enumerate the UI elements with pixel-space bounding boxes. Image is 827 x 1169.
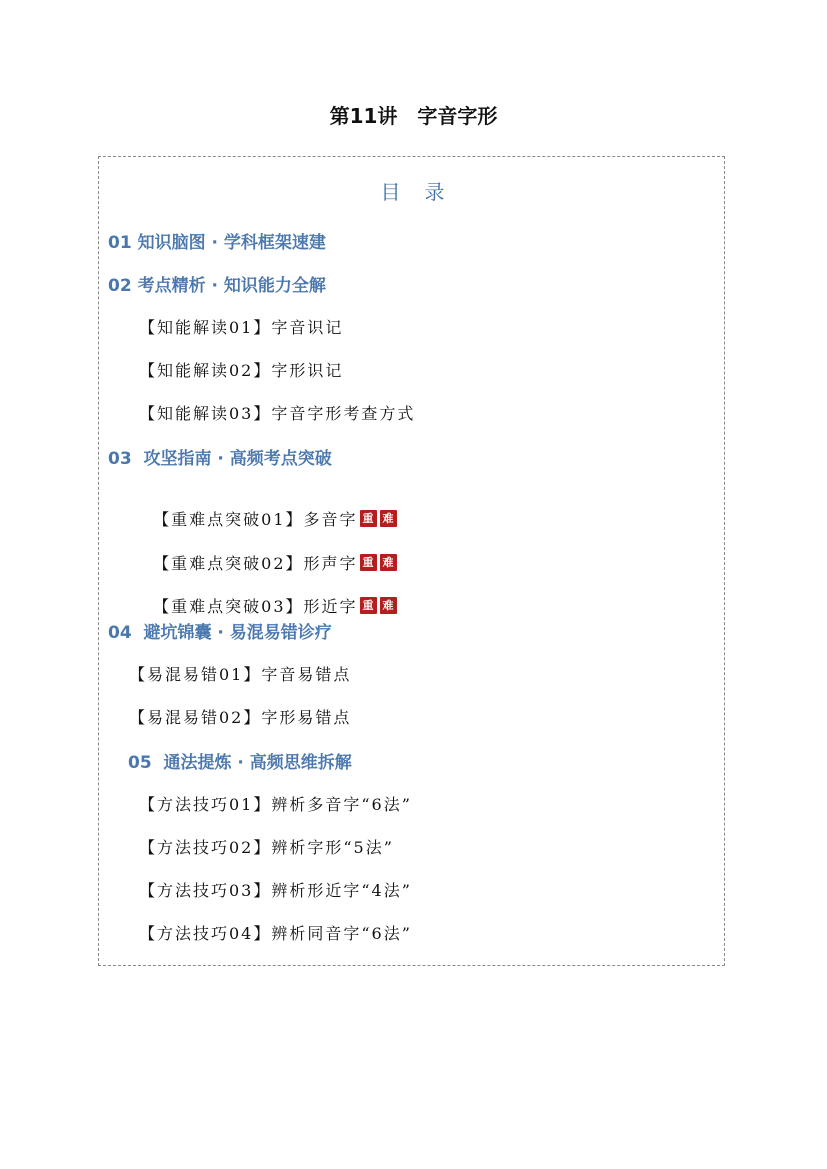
page-title: 第11讲 字音字形	[329, 104, 498, 128]
toc-item-knowledge-1[interactable]: 【知能解读01】字音识记	[139, 318, 344, 337]
toc-item-label: 【重难点突破01】多音字	[153, 510, 358, 529]
toc-item-knowledge-2[interactable]: 【知能解读02】字形识记	[139, 361, 344, 380]
toc-item-difficulty-1[interactable]	[139, 488, 397, 530]
toc-item-error-1[interactable]: 【易混易错01】字音易错点	[129, 665, 352, 684]
toc-item-error-2[interactable]: 【易混易错02】字形易错点	[129, 708, 352, 727]
key-badge: 重	[360, 510, 377, 527]
toc-item-difficulty-3[interactable]	[139, 575, 397, 617]
toc-section-3[interactable]: 03 攻坚指南 · 高频考点突破	[108, 449, 332, 469]
toc-item-method-2[interactable]: 【方法技巧02】辨析字形“5法”	[139, 838, 394, 857]
toc-item-method-1[interactable]: 【方法技巧01】辨析多音字“6法”	[139, 795, 412, 814]
difficult-badge: 难	[380, 554, 397, 571]
key-badge: 重	[360, 597, 377, 614]
toc-item-label: 【重难点突破02】形声字	[153, 554, 358, 573]
toc-item-knowledge-3[interactable]: 【知能解读03】字音字形考查方式	[139, 404, 416, 423]
toc-item-difficulty-2[interactable]	[139, 532, 397, 574]
toc-item-method-4[interactable]: 【方法技巧04】辨析同音字“6法”	[139, 924, 412, 943]
toc-heading: 目 录	[380, 180, 447, 204]
toc-section-2[interactable]: 02 考点精析 · 知识能力全解	[108, 276, 326, 296]
difficult-badge: 难	[380, 510, 397, 527]
toc-item-method-3[interactable]: 【方法技巧03】辨析形近字“4法”	[139, 881, 412, 900]
toc-section-4[interactable]: 04 避坑锦囊 · 易混易错诊疗	[108, 623, 332, 643]
toc-section-1[interactable]: 01 知识脑图 · 学科框架速建	[108, 233, 326, 253]
toc-section-5[interactable]: 05 通法提炼 · 高频思维拆解	[128, 753, 352, 773]
toc-item-label: 【重难点突破03】形近字	[153, 597, 358, 616]
key-badge: 重	[360, 554, 377, 571]
difficult-badge: 难	[380, 597, 397, 614]
